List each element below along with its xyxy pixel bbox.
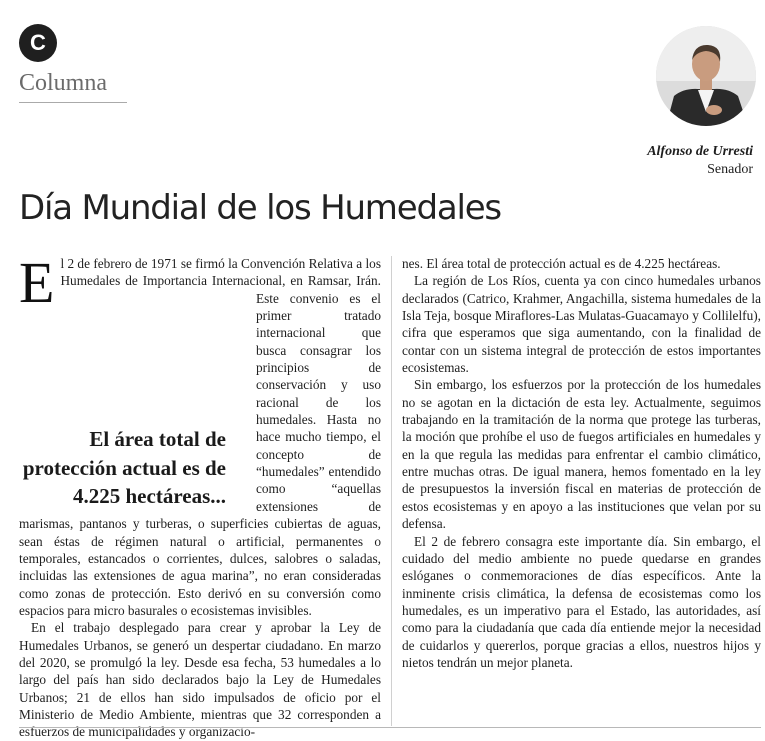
paragraph-6: El 2 de febrero consagra este importante día. Sin embargo, el cuidado del medio ambiente no puede quedarse en grandes eslóganes o conmemoraciones de días específicos. Ante la inminente crisis climática, la defensa de ecosistemas como los humedales, es un imperativo para el Estado, las autoridades, así como para la ciudadanía que cada día entiende mejor la necesidad de cuidarlos y quererlos, porque gracias a ellos, nuestros hijos y nietos tendrán un mejor planeta. [402, 533, 761, 670]
paragraph-4: La región de Los Ríos, cuenta ya con cinco humedales urbanos declarados (Catrico, Krahmer, Angachilla, sistema humedales de la Isla Teja, bosque Miraflores-Las Mulatas-Guacamayo y Collilelfu), cifra que esperamos que siga aumentando, con la finalidad de contar con un sistema integral de protección de estos importantes ecosistemas. [402, 273, 761, 376]
author-photo [656, 26, 756, 126]
paragraph-1-text: l 2 de febrero de 1971 se firmó la Convención Relativa a los Humedales de Importancia Internacional, en Ramsar, Irán. Este convenio es el primer tratado internacional que busca consagrar los principios de conservación y uso racional de los humedales. Hasta no hace mucho tiempo, el concepto de “humedales” entendido como “aquellas extensiones de marismas, pantanos y turberas, o superficies cubiertas de aguas, sean éstas de régimen natural o artificial, permanentes o temporales, estancados o corrientes, dulces, salobres o saladas, incluidas las extensiones de agua marina”, no eran consideradas como zonas de protección. Esto derivó en su conversión como espacios para micro basurales o ecosistemas invisibles. [19, 256, 381, 618]
author-role: Senador [707, 162, 753, 177]
section-rule [19, 102, 127, 103]
section-badge: C [19, 24, 57, 62]
article-column-right [402, 255, 761, 671]
section-label: Columna [19, 70, 107, 96]
author-byline [647, 143, 753, 179]
paragraph-2: En el trabajo desplegado para crear y aprobar la Ley de Humedales Urbanos, se generó un despertar ciudadano. En marzo del 2020, se promulgó la ley. Desde esa fecha, 53 humedales a lo largo del país han sido declarados bajo la Ley de Humedales Urbanos; 21 de ellos han sido impulsados de oficio por el Ministerio de Medio Ambiente, mientras que 32 corresponden a esfuerzos de municipalidades y organizacio- [19, 620, 381, 740]
article-title: Día Mundial de los Humedales [19, 188, 501, 228]
pull-quote: El área total de protección actual es de 4.225 hectáreas... [22, 427, 226, 508]
column-divider [391, 256, 392, 726]
author-photo-illustration [656, 26, 756, 126]
bottom-rule [19, 727, 761, 728]
paragraph-5: Sin embargo, los esfuerzos por la protección de los humedales no se agotan en la dictación de esta ley. Actualmente, seguimos trabajando en la tramitación de la norma que protege las turberas, la moción que prohíbe el uso de fuegos artificiales en humedales y en la que regula las medidas para enfrentar el cambio climático, entre muchas otras. De igual manera, hemos fomentado en la ley de presupuestos la inversión fiscal en materias de protección de estos ecosistemas y en apoyo a las instituciones que velan por su defensa. [402, 377, 761, 532]
author-name: Alfonso de Urresti [647, 144, 753, 159]
drop-cap: E [19, 250, 55, 315]
paragraph-3: nes. El área total de protección actual es de 4.225 hectáreas. [402, 256, 721, 271]
